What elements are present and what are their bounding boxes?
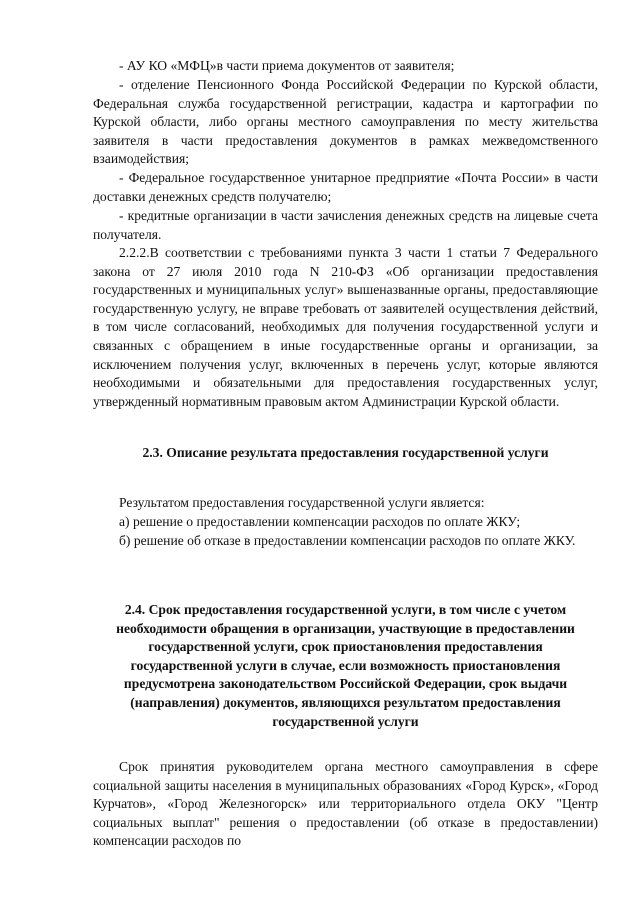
paragraph-mfc: - АУ КО «МФЦ»в части приема документов от заявителя;	[119, 58, 455, 73]
paragraph-pension-fund: - отделение Пенсионного Фонда Российской Федерации по Курской области, Федеральная служба государственной регистрации, кадастра и картографии по Курской области, либо органы местного самоуправления по месту жительства заявителя в части предоставления документов в рамках межведомственного взаимодействия;	[93, 77, 598, 167]
paragraph-term: Срок принятия руководителем органа местного самоуправления в сфере социальной защиты населения в муниципальных образованиях «Город Курск», «Город Курчатов», «Город Железногорск» или территориального отдела ОКУ "Центр социальных выплат" решения о предоставлении (об отказе в предоставлении) компенсации расходов по	[93, 759, 598, 849]
section-heading-2-3: 2.3. Описание результата предоставления государственной услуги	[142, 445, 549, 460]
section-heading-2-4: 2.4. Срок предоставления государственной услуги, в том числе с учетом необходимости обращения в организации, участвующие в предоставлении государственной услуги, срок приостановления предоставления государственной услуги в случае, если возможность приостановления предусмотрена законодательством Российской Федерации, срок выдачи (направления) документов, являющихся результатом предоставления государственной услуги	[116, 602, 575, 729]
paragraph-result-a: а) решение о предоставлении компенсации расходов по оплате ЖКУ;	[119, 514, 521, 529]
paragraph-2-2-2: 2.2.2.В соответствии с требованиями пункта 3 части 1 статьи 7 Федерального закона от 27 июля 2010 года N 210-ФЗ «Об организации предоставления государственных и муниципальных услуг» вышеназванные органы, предоставляющие государственную услугу, не вправе требовать от заявителей осуществления действий, в том числе согласований, необходимых для получения государственной услуги и связанных с обращением в иные государственные органы и организации, за исключением получения услуг, включенных в перечень услуг, которые являются необходимыми и обязательными для предоставления государственных услуг, утвержденный нормативным правовым актом Администрации Курской области.	[93, 245, 598, 409]
paragraph-post: - Федеральное государственное унитарное предприятие «Почта России» в части доставки денежных средств получателю;	[93, 170, 598, 204]
paragraph-result-intro: Результатом предоставления государственной услуги является:	[119, 495, 485, 510]
paragraph-result-b: б) решение об отказе в предоставлении компенсации расходов по оплате ЖКУ.	[119, 533, 576, 548]
paragraph-credit: - кредитные организации в части зачисления денежных средств на лицевые счета получателя.	[93, 208, 598, 242]
